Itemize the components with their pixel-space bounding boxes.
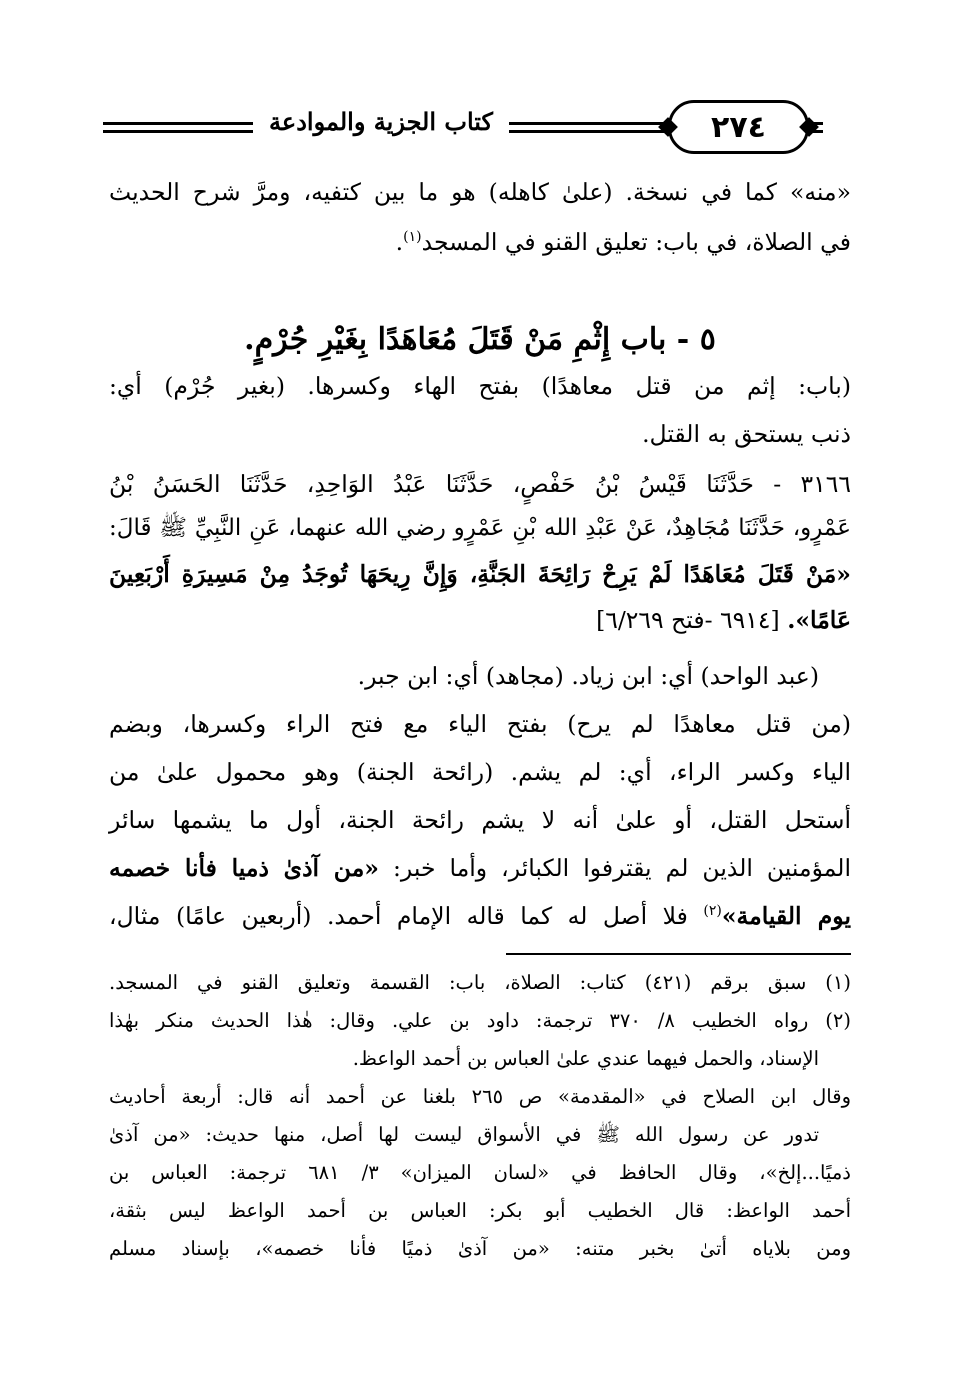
intro-line-2-text: في الصلاة، في باب: تعليق القنو في المسجد <box>421 228 851 256</box>
chapter-heading: ٥ - باب إِثْمِ مَنْ قَتَلَ مُعَاهَدًا بِغَيْرِ جُرْمٍ. <box>244 322 716 357</box>
explanation-line-1: (باب: إثم من قتل معاهدًا) بفتح الهاء وكسرها. (بغير جُرْم) أي: <box>109 372 851 400</box>
hadith-line-4 <box>109 600 851 640</box>
footnote-2-line-4: تدور عن رسول الله ﷺ في الأسواق ليست لها أصل، منها حديث: «من آذىٰ <box>109 1123 819 1146</box>
footnote-ref-1: (١) <box>403 229 422 246</box>
commentary-line-3: الياء وكسر الراء، أي: لم يشم. (رائحة الجنة) وهو محمول علىٰ من <box>109 758 851 786</box>
commentary-line-6-text: فلا أصل له كما قاله الإمام أحمد. (أربعين عامًا) مثال، <box>109 902 704 930</box>
footnote-2-line-6: أحمد الواعظ: قال الخطيب أبو بكر: العباس بن أحمد الواعظ ليس بثقة، <box>109 1199 851 1222</box>
footnote-2-line-5: ذميًا...إلخ»، وقال الحافظ في «لسان الميزان» ٣/ ٦٨١ ترجمة: العباس بن <box>109 1161 851 1184</box>
footnote-2-line-7: ومن بلاياه أتىٰ بخبر متنه: «من آذىٰ ذميًا فأنا خصمه»، بإسناد مسلم <box>109 1237 851 1260</box>
hadith-line-3: «مَنْ قَتَلَ مُعَاهَدًا لَمْ يَرِحْ رَائِحَةَ الجَنَّةِ، وَإِنَّ رِيحَهَا تُوجَدُ مِنْ مَسِيرَةِ أَرْبَعِينَ <box>109 560 851 588</box>
quoted-report-start: «من آذىٰ ذميا فأنا خصمه <box>109 854 379 882</box>
page-number: ٢٧٤ <box>668 100 809 154</box>
intro-line-1: «منه» كما في نسخة. (علىٰ كاهله) هو ما بين كتفيه، ومرَّ شرح الحديث <box>109 178 851 206</box>
explanation-line-2: ذنب يستحق به القتل. <box>642 420 851 448</box>
book-title: كتاب الجزية والموادعة <box>253 102 509 142</box>
footnote-1: (١) سبق برقم (٤٢١) كتاب: الصلاة، باب: القسمة وتعليق القنو في المسجد. <box>109 971 851 994</box>
commentary-line-1: (عبد الواحد) أي: ابن زياد. (مجاهد) أي: ابن جبر. <box>357 662 819 690</box>
hadith-reference: [٦٩١٤ -فتح ٦/٢٦٩] <box>596 606 788 634</box>
intro-line-2: في الصلاة، في باب: تعليق القنو في المسجد$^{(١)}$. <box>395 228 851 256</box>
footnote-ref-2: (٢) <box>703 903 722 920</box>
commentary-line-5 <box>109 848 851 888</box>
footnote-separator <box>506 953 851 955</box>
hadith-line-2: عَمْرٍو، حَدَّثَنَا مُجَاهِدٌ، عَنْ عَبْدِ الله بْنِ عَمْرٍو رضي الله عنهما، عَنِ النَّبِيِّ ﷺ قَالَ: <box>109 515 851 541</box>
commentary-line-4: أستحل القتل، أو علىٰ أنه لا يشم رائحة الجنة، أول ما يشمها سائر <box>109 806 851 834</box>
commentary-line-5-text: المؤمنين الذين لم يقترفوا الكبائر، وأما خبر: <box>378 854 851 882</box>
hadith-line-1: ٣١٦٦ - حَدَّثَنَا قَيْسُ بْنُ حَفْصٍ، حَدَّثَنَا عَبْدُ الوَاحِدِ، حَدَّثَنَا الحَسَنُ بْنُ <box>109 470 851 498</box>
hadith-text-end: عَامًا». <box>787 606 851 634</box>
footnote-2-line-3: وقال ابن الصلاح في «المقدمة» ص ٢٦٥ بلغنا عن أحمد أنه قال: أربعة أحاديث <box>109 1085 851 1108</box>
commentary-line-2: (من قتل معاهدًا لم يرح) بفتح الياء مع فتح الراء وكسرها، وبضم <box>109 710 851 738</box>
quoted-report-end: يوم القيامة» <box>721 902 851 930</box>
footnote-2-line-1: (٢) رواه الخطيب ٨/ ٣٧٠ ترجمة: داود بن علي. وقال: هٰذا الحديث منكر بهٰذا <box>109 1009 851 1032</box>
commentary-line-6 <box>109 896 851 936</box>
running-header <box>103 100 823 156</box>
footnote-2-line-2: الإسناد، والحمل فيهما عندي علىٰ العباس بن أحمد الواعظ. <box>352 1047 819 1070</box>
